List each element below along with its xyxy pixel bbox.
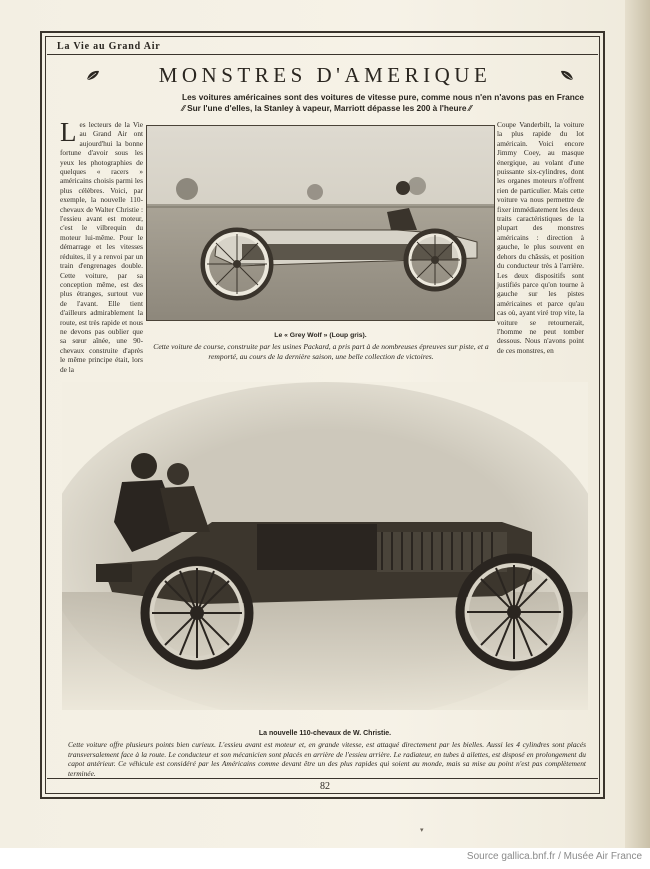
page-spine (625, 0, 650, 848)
left-text-column (60, 117, 143, 374)
right-leaf-ornament-icon (560, 70, 574, 81)
running-head: La Vie au Grand Air (57, 41, 161, 52)
grey-wolf-photo (146, 125, 495, 321)
page-number: 82 (320, 781, 330, 792)
page-mark-icon: ▾ (420, 826, 424, 834)
figure1-caption-body: Cette voiture de course, construite par les usines Packard, a pris part à de nombreuses épreuves sur piste, et a remporté, au cours de la dernière saison, une belle collection de victoires. (153, 342, 489, 361)
article-title: MONSTRES D'AMERIQUE (158, 63, 492, 87)
figure1-caption-title: Le « Grey Wolf » (Loup gris). (274, 332, 367, 339)
figure2-caption-title: La nouvelle 110-chevaux de W. Christie. (258, 730, 392, 737)
left-column-text: es lecteurs de la Vie au Grand Air ont aujourd'hui la bonne fortune d'avoir sous les yeux les photographies de quelques « racers » américains choisis parmi les plus célèbres. Voici, par exemple, la nouvelle 110-chevaux de Walter Christie : l'essieu avant est moteur, c'est le vilbrequin du moteur lui-même. Pour le démarrage et les vitesses réduites, il y a renvoi par un train d'engrenages double. Cette voiture, par sa conception même, est des plus étranges, surtout vue de l'avant. Elle tient d'ailleurs admirablement la route, est très rapide et nous ne devons pas oublier que sa sœur aînée, une 90-chevaux construite d'après le même principe était, lors de la (60, 120, 143, 374)
figure2-caption-body: Cette voiture offre plusieurs points bien curieux. L'essieu avant est moteur et, en grande vitesse, est attaqué directement par les bielles. Aussi les 4 cylindres sont placés transversalement face à la route. Le conducteur et son mécanicien sont placés en arrière de l'essieu arrière. Le radiateur, en tubes à ailettes, est disposé en prolongement du capot antérieur. Ce véhicule est considéré par les Américains comme devant être un des plus rapides qui soient au monde, mais sa mise au point n'est pas complètement terminée. (68, 740, 586, 778)
source-credit: Source gallica.bnf.fr / Musée Air France (466, 851, 642, 862)
article-subtitle: Les voitures américaines sont des voitures de vitesse pure, comme nous n'en n'avons pas en France ⁄⁄ Sur l'une d'elles, la Stanley à vapeur, Marriott dépasse les 200 à l'heure ⁄⁄ (182, 92, 584, 113)
header-rule (47, 54, 598, 55)
right-text-column: Coupe Vanderbilt, la voiture la plus rapide du lot américain. Voici encore Jimmy Coey, au masque énergique, au volant d'une puissante six-cylindres, dont les organes moteurs n'offrent rien de particulier. Mais cette voiture va nous permettre de fixer immédiatement les deux traits caractéristiques de la plupart des monstres américains : direction à gauche, le plus souvent en dehors du châssis, et position du conducteur très à l'arrière. Les deux dispositifs sont justifiés parce qu'on tourne à gauche sur les pistes américaines et parce qu'au cas où, ayant viré trop vite, la voiture se retournerait, l'homme ne peut tomber dessous. Nous n'avons point de ces monstres, en (497, 120, 584, 355)
drop-cap: L (60, 117, 77, 147)
christie-car-photo (62, 382, 588, 710)
footer-rule (47, 778, 598, 779)
